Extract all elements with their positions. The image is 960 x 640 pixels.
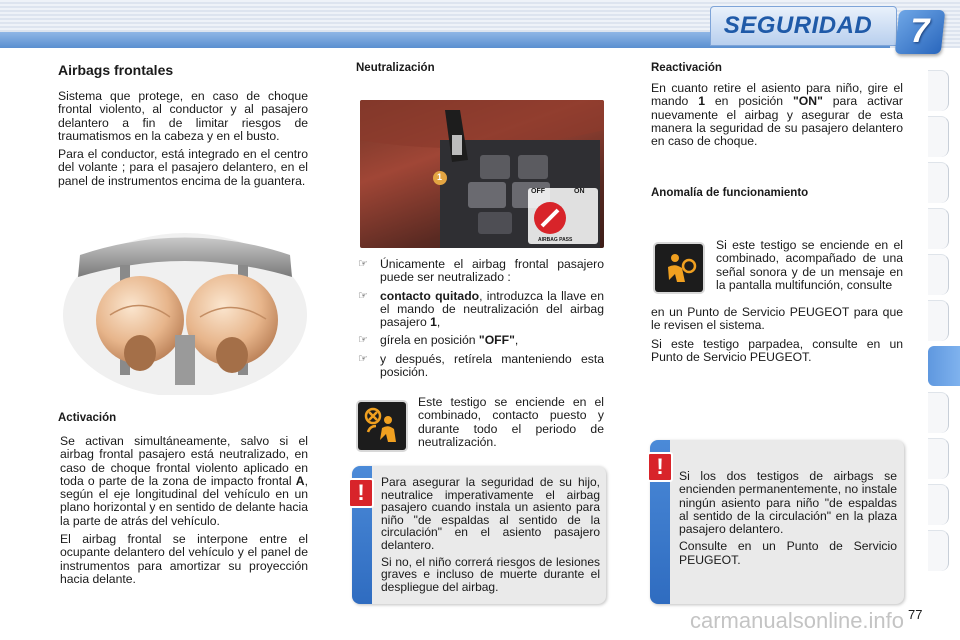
pointer-icon: ☞ <box>358 258 368 270</box>
side-tab-10[interactable] <box>928 484 949 525</box>
pointer-icon: ☞ <box>358 334 368 347</box>
watermark: carmanualsonline.info <box>690 608 905 633</box>
activation-paragraph-2: El airbag frontal se interpone entre el ocupante delantero del vehículo y el panel de instrumentos para amortizar su proyección hacia delante. <box>60 532 308 586</box>
side-tab-8[interactable] <box>928 392 949 433</box>
activation-text-b: , según el eje longitudinal del vehículo en un plano horizontal y en sentido de delante hacia la parte de atrás del vehículo. <box>60 473 308 528</box>
section-title-airbags: Airbags frontales <box>58 62 174 78</box>
anomaly-paragraph-1: en un Punto de Servicio PEUGEOT para que le revisen el sistema. <box>651 305 903 333</box>
activation-zone-label: A <box>295 473 305 488</box>
airbag-illustration-svg <box>60 225 310 395</box>
pointer-icon: ☞ <box>358 352 368 365</box>
reactivation-c: en posición <box>704 94 794 109</box>
chapter-number: 7 <box>910 12 930 50</box>
warning-paragraph-1: Para asegurar la seguridad de su hijo, neutralice imperativamente el airbag pasajero cuando instala un asiento para niño "de espaldas al sentido de la circulación" en el asiento pasajero delantero. <box>381 475 600 552</box>
warning-exclamation-icon: ! <box>647 452 673 482</box>
neutralization-photo <box>360 100 604 248</box>
page-number: 77 <box>908 607 923 622</box>
warning-paragraph-2: Si no, el niño correrá riesgos de lesiones graves e incluso de muerte durante el despliegue del airbag. <box>381 554 600 594</box>
anomaly-paragraph-2: Si este testigo parpadea, consulte en un Punto de Servicio PEUGEOT. <box>651 336 903 364</box>
neutralization-photo-svg <box>360 100 604 248</box>
step-3-bold: "OFF" <box>478 333 515 348</box>
airbags-intro <box>58 90 308 193</box>
intro-paragraph-2: Para el conductor, está integrado en el centro del volante ; para el pasajero delantero, en el panel de instrumentos encima de la guantera. <box>58 147 308 188</box>
step-4 <box>356 353 604 380</box>
step-2-tail: , <box>436 315 441 330</box>
side-tab-4[interactable] <box>928 208 949 249</box>
side-tab-2[interactable] <box>928 116 949 157</box>
anomaly-text-wrap: Si este testigo se enciende en el combinado, acompañado de una señal sonora y de un mensaje en la pantalla multifunción, consulte <box>716 238 903 292</box>
step-4-text: y después, retírela manteniendo esta posición. <box>380 351 604 380</box>
step-2-number: 1 <box>430 315 437 330</box>
section-title-anomalia: Anomalía de funcionamiento <box>651 187 809 199</box>
airbag-off-indicator-icon <box>358 402 406 450</box>
section-title-reactivacion: Reactivación <box>651 62 722 74</box>
activation-paragraph-1 <box>60 435 308 528</box>
step-1 <box>356 258 604 285</box>
activation-text <box>60 435 308 591</box>
airbag-pass-text: AIRBAG PASS <box>538 237 573 243</box>
page-title: SEGURIDAD <box>723 12 873 39</box>
step-2-bold: contacto quitado <box>380 288 480 303</box>
warning-right-paragraph-1: Si los dos testigos de airbags se encienden permanentemente, no instale ningún asiento para niño "de espaldas al sentido de la circulación" en la plaza pasajero delantero. <box>679 469 897 537</box>
side-tab-5[interactable] <box>928 254 949 295</box>
side-tab-11[interactable] <box>928 530 949 571</box>
pointer-icon: ☞ <box>358 289 368 302</box>
warning-text-neutralize <box>381 476 600 597</box>
indicator-description: Este testigo se enciende en el combinado, contacto puesto y durante todo el periodo de neutralización. <box>418 395 604 449</box>
airbag-fault-indicator-icon <box>655 244 703 292</box>
step-3-text: gírela en posición <box>380 333 479 348</box>
section-title-activacion: Activación <box>58 412 117 424</box>
off-label: OFF <box>531 188 545 195</box>
reactivation-text <box>651 82 903 153</box>
reactivation-on: "ON" <box>793 94 823 109</box>
section-title-neutralizacion: Neutralización <box>356 62 435 74</box>
neutralization-steps <box>356 258 604 384</box>
airbag-deployment-illustration <box>60 225 310 395</box>
control-number-label: 1 <box>437 172 443 182</box>
reactivation-paragraph <box>651 82 903 148</box>
step-2 <box>356 290 604 330</box>
side-tab-6[interactable] <box>928 300 949 341</box>
warning-text-indicators <box>679 470 897 571</box>
reactivation-d: para activar nuevamente el airbag y asegurar de esta manera la seguridad de su pasajero delantero en caso de choque. <box>651 94 903 149</box>
step-3-tail: , <box>514 333 519 348</box>
reactivation-number: 1 <box>698 94 705 109</box>
step-2-text: , introduzca la llave en el mando de neutralización del airbag pasajero <box>380 288 604 330</box>
warning-right-paragraph-2: Consulte en un Punto de Servicio PEUGEOT. <box>679 539 897 567</box>
activation-text-a: Se activan simultáneamente, salvo si el airbag frontal pasajero está neutralizado, en caso de choque frontal violento aplicado en toda o parte de la zona de impacto frontal <box>60 434 308 488</box>
anomaly-text <box>651 306 903 369</box>
airbag-pass-label <box>528 188 598 244</box>
on-label: ON <box>574 188 585 195</box>
step-1-text: Únicamente el airbag frontal pasajero puede ser neutralizado : <box>380 257 604 285</box>
side-tab-9[interactable] <box>928 438 949 479</box>
step-3 <box>356 334 604 347</box>
side-tab-active[interactable] <box>928 346 960 386</box>
reactivation-a: En cuanto retire el asiento para niño, gire el mando <box>651 81 903 109</box>
side-tab-1[interactable] <box>928 70 949 111</box>
intro-paragraph-1: Sistema que protege, en caso de choque frontal violento, al conductor y al pasajero delantero a fin de limitar riesgos de traumatismos en la cabeza y en el busto. <box>58 89 308 143</box>
warning-exclamation-icon: ! <box>348 478 374 508</box>
side-tab-3[interactable] <box>928 162 949 203</box>
